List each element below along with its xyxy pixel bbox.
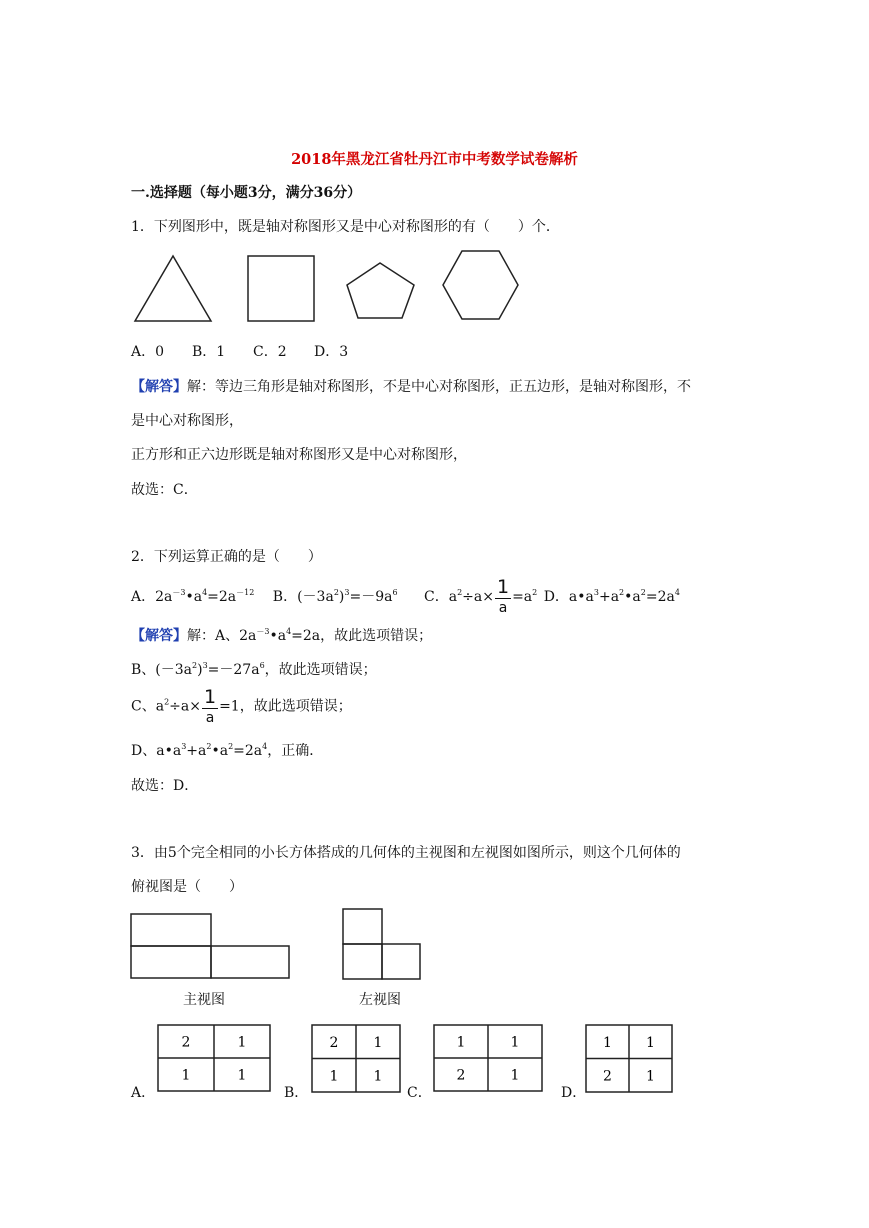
q3-option-d-label: D． — [561, 1085, 587, 1101]
q1-option-b: B．1 — [192, 344, 226, 360]
answer-tag: 【解答】 — [131, 379, 187, 395]
q2-option-c: C．$a^2\div a\times$ $\frac{1}{a}$ $=a^2$ — [424, 576, 538, 616]
triangle-shape — [135, 256, 211, 321]
q1-option-a: A．0 — [131, 344, 165, 360]
left-view-label: 左视图 — [359, 992, 401, 1008]
pentagon-shape — [347, 263, 414, 318]
grid-cell-value: 1 — [373, 1068, 383, 1085]
grid-cell-value: 1 — [373, 1034, 383, 1051]
q1-option-d: D．3 — [314, 344, 349, 360]
q3-option-b-label: B． — [284, 1085, 309, 1101]
q2-option-a: A．$2a^{-3}•a^4=2a^{-12}$ — [131, 587, 255, 605]
q2-option-b: B．$(-3a^2)^3=-9a^6$ — [272, 587, 398, 605]
q1-answer-line1 — [131, 376, 691, 396]
grid-option-a — [158, 1025, 270, 1091]
q2-answer-d-verdict: 正确． — [281, 743, 324, 759]
q3-stem-line1: 3．由5个完全相同的小长方体搭成的几何体的主视图和左视图如图所示，则这个几何体的 — [131, 845, 681, 861]
q1-answer-line2: 是中心对称图形， — [131, 413, 243, 429]
q3-option-c-label: C． — [407, 1085, 432, 1101]
q1-option-c: C．2 — [253, 344, 287, 360]
front-view-figure — [131, 914, 289, 978]
grid-cell-value: 2 — [181, 1034, 191, 1051]
grid-option-b — [312, 1025, 400, 1092]
grid-cell-value: 1 — [329, 1068, 339, 1085]
front-view-label: 主视图 — [183, 992, 225, 1008]
grid-cell-value: 1 — [237, 1067, 247, 1084]
q2-answer-a — [131, 625, 432, 645]
grid-cell-value: 2 — [603, 1068, 612, 1085]
grid-cell-value: 1 — [646, 1034, 655, 1051]
grid-option-d — [586, 1025, 672, 1092]
square-shape — [248, 256, 314, 321]
grid-option-c — [434, 1025, 542, 1091]
q2-answer-c: C、$a^2\div a\times$ $\frac{1}{a}$ =1，故此选项错误； — [131, 686, 352, 726]
grid-cell-value: 2 — [456, 1067, 466, 1084]
grid-cell-value: 1 — [646, 1068, 655, 1085]
q2-answer-b: B、$(-3a^2)^3=-27a^6$，故此选项错误； — [131, 661, 377, 678]
q2-answer-a-verdict: ，故此选项错误； — [320, 628, 433, 644]
left-view-figure — [343, 909, 420, 979]
q1-conclusion: 故选：C． — [131, 482, 198, 498]
q2-answer-d: D、$a•a^3+a^2•a^2=2a^4$，正确． — [131, 742, 324, 759]
q1-stem: 1．下列图形中，既是轴对称图形又是中心对称图形的有（ ）个． — [131, 219, 560, 235]
q2-options — [131, 578, 680, 615]
grid-cell-value: 1 — [237, 1034, 247, 1051]
q3-stem-line2: 俯视图是（ ） — [131, 879, 243, 895]
hexagon-shape — [443, 251, 518, 319]
q3-option-a-label: A． — [131, 1085, 156, 1101]
q1-answer-line3: 正方形和正六边形既是轴对称图形又是中心对称图形， — [131, 447, 467, 463]
q2-conclusion: 故选：D． — [131, 778, 199, 794]
grid-cell-value: 1 — [510, 1034, 520, 1051]
q2-answer-a-expr: 解：A、$2a^{-3}•a^4=2a$ — [187, 627, 321, 644]
q2-option-d: D．$a•a^3+a^2•a^2=2a^4$ — [543, 587, 680, 605]
section-heading: 一.选择题（每小题3分，满分36分） — [131, 185, 362, 201]
grid-cell-value: 1 — [456, 1034, 466, 1051]
q1-answer-text: 解：等边三角形是轴对称图形，不是中心对称图形，正五边形，是轴对称图形，不 — [187, 379, 691, 395]
answer-tag: 【解答】 — [131, 628, 187, 644]
grid-cell-value: 1 — [603, 1034, 612, 1051]
grid-cell-value: 1 — [181, 1067, 191, 1084]
grid-cell-value: 2 — [329, 1034, 339, 1051]
grid-cell-value: 1 — [510, 1067, 520, 1084]
document-title: 2018年黑龙江省牡丹江市中考数学试卷解析 — [291, 151, 578, 168]
q2-stem: 2．下列运算正确的是（ ） — [131, 549, 322, 565]
